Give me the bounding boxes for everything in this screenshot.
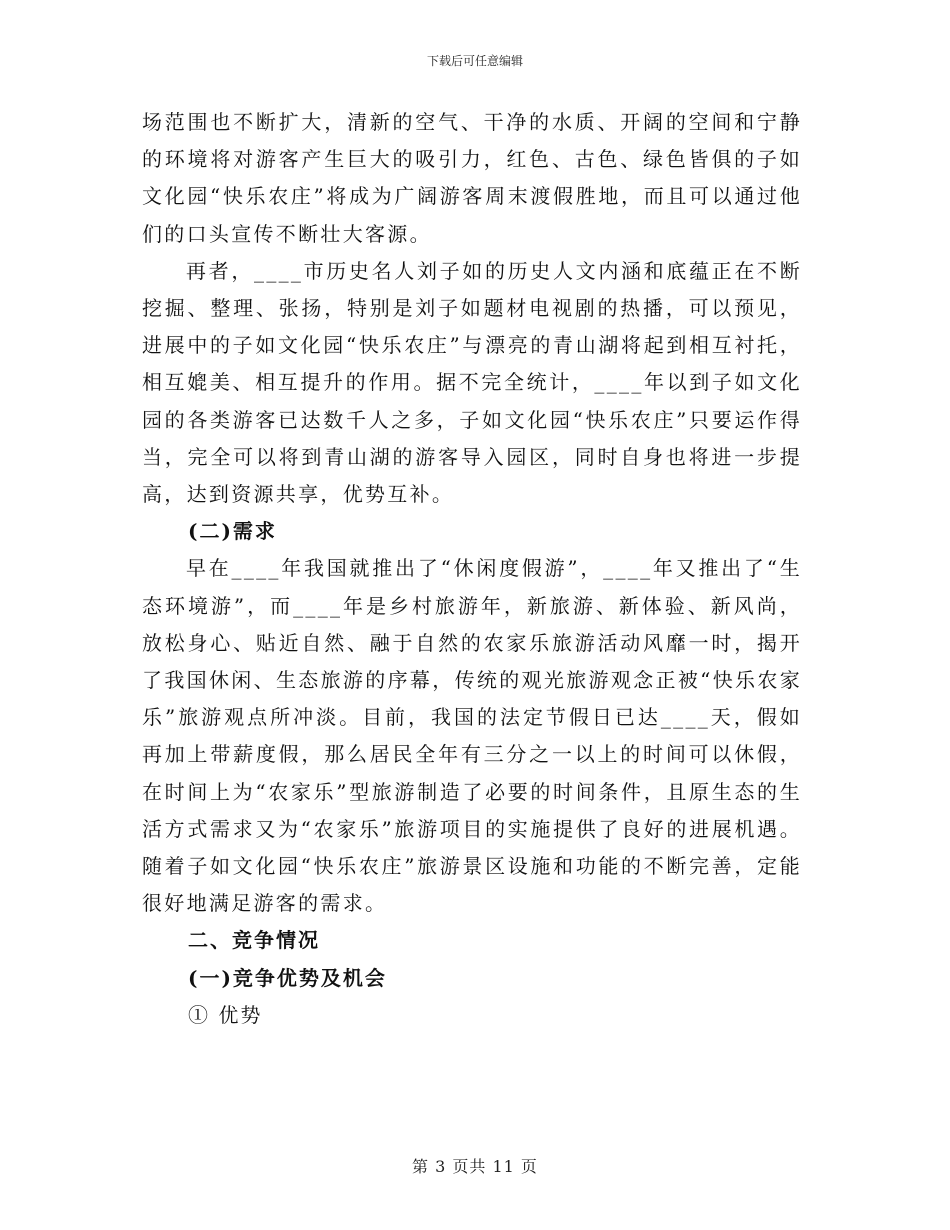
page-footer: 第 3 页共 11 页 [412,1157,538,1176]
paragraph-demand: 早在____年我国就推出了“休闲度假游”，____年又推出了“生态环境游”，而____年是乡村旅游年，新旅游、新体验、新风尚，放松身心、贴近自然、融于自然的农家乐旅游活动风靡一时，揭开了我国休闲、生态旅游的序幕，传统的观光旅游观念正被“快乐农家乐”旅游观点所冲淡。目前，我国的法定节假日已达____天，假如再加上带薪度假，那么居民全年有三分之一以上的时间可以休假，在时间上为“农家乐”型旅游制造了必要的时间条件，且原生态的生活方式需求又为“农家乐”旅游项目的实施提供了良好的进展机遇。随着子如文化园“快乐农庄”旅游景区设施和功能的不断完善，定能很好地满足游客的需求。 [142,556,802,916]
document-body [142,104,802,1034]
list-item-advantage: ① 优势 [188,1002,263,1027]
page-header: 下载后可任意编辑 [426,54,523,68]
subsection-heading-advantage: (一)竞争优势及机会 [188,965,387,990]
paragraph-history: 再者，____市历史名人刘子如的历史人文内涵和底蕴正在不断挖掘、整理、张扬，特别是刘子如题材电视剧的热播，可以预见，进展中的子如文化园“快乐农庄”与漂亮的青山湖将起到相互衬托，相互媲美、相互提升的作用。据不完全统计，____年以到子如文化园的各类游客已达数千人之多，子如文化园“快乐农庄”只要运作得当，完全可以将到青山湖的游客导入园区，同时自身也将进一步提高，达到资源共享，优势互补。 [142,258,802,507]
section-heading-competition: 二、竞争情况 [188,928,320,953]
section-heading-demand: (二)需求 [188,519,277,544]
paragraph-continuation: 场范围也不断扩大，清新的空气、干净的水质、开阔的空间和宁静的环境将对游客产生巨大的吸引力，红色、古色、绿色皆俱的子如文化园“快乐农庄”将成为广阔游客周末渡假胜地，而且可以通过他们的口头宣传不断壮大客源。 [142,110,802,246]
